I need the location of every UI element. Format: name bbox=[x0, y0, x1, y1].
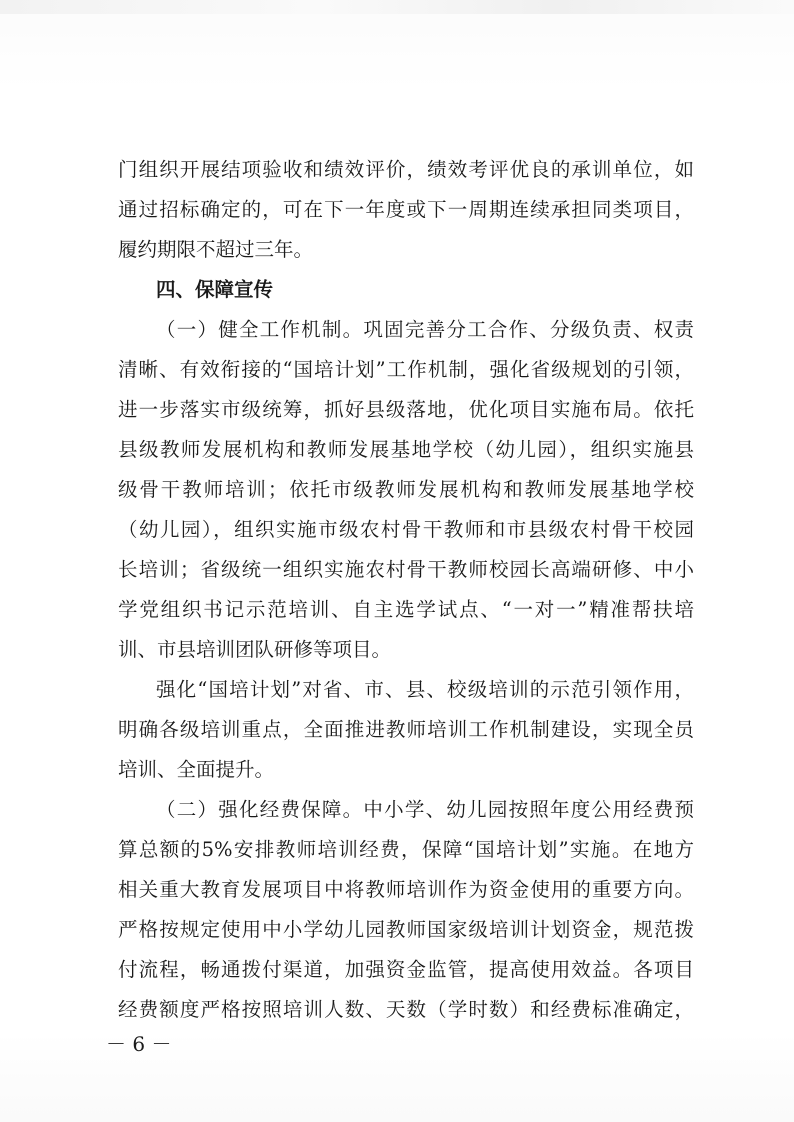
text-line: 相关重大教育发展项目中将教师培训作为资金使用的重要方向。 bbox=[118, 878, 694, 901]
text-line: 训、市县培训团队研修等项目。 bbox=[118, 638, 392, 661]
text-line: 培训、全面提升。 bbox=[118, 758, 275, 781]
text-line: （二）强化经费保障。中小学、幼儿园按照年度公用经费预 bbox=[156, 798, 694, 821]
text-line: （一）健全工作机制。巩固完善分工合作、分级负责、权责 bbox=[156, 318, 694, 341]
text-line: 通过招标确定的，可在下一年度或下一周期连续承担同类项目， bbox=[118, 198, 694, 221]
text-line: 算总额的5%安排教师培训经费，保障“国培计划”实施。在地方 bbox=[118, 838, 694, 861]
text-line: 履约期限不超过三年。 bbox=[118, 238, 314, 261]
text-line: 进一步落实市级统筹，抓好县级落地，优化项目实施布局。依托 bbox=[118, 398, 694, 421]
text-line: 明确各级培训重点，全面推进教师培训工作机制建设，实现全员 bbox=[118, 718, 694, 741]
scan-edge bbox=[0, 0, 794, 14]
text-line: 经费额度严格按照培训人数、天数（学时数）和经费标准确定， bbox=[118, 998, 694, 1021]
body-text bbox=[118, 150, 694, 1030]
text-line: 学党组织书记示范培训、自主选学试点、“一对一”精准帮扶培 bbox=[118, 598, 694, 621]
text-line: 县级教师发展机构和教师发展基地学校（幼儿园），组织实施县 bbox=[118, 438, 694, 461]
text-line: 级骨干教师培训；依托市级教师发展机构和教师发展基地学校 bbox=[118, 478, 694, 501]
text-line: 门组织开展结项验收和绩效评价，绩效考评优良的承训单位，如 bbox=[118, 158, 694, 181]
text-line: 严格按规定使用中小学幼儿园教师国家级培训计划资金，规范拨 bbox=[118, 918, 694, 941]
page-number: － 6 － bbox=[106, 1032, 172, 1056]
text-line: 强化“国培计划”对省、市、县、校级培训的示范引领作用， bbox=[156, 678, 694, 701]
text-line: 清晰、有效衔接的“国培计划”工作机制，强化省级规划的引领， bbox=[118, 358, 694, 381]
text-line: （幼儿园），组织实施市级农村骨干教师和市县级农村骨干校园 bbox=[118, 518, 694, 541]
text-line: 长培训；省级统一组织实施农村骨干教师校园长高端研修、中小 bbox=[118, 558, 694, 581]
text-line: 付流程，畅通拨付渠道，加强资金监管，提高使用效益。各项目 bbox=[118, 958, 694, 981]
section-heading: 四、保障宣传 bbox=[156, 278, 274, 301]
